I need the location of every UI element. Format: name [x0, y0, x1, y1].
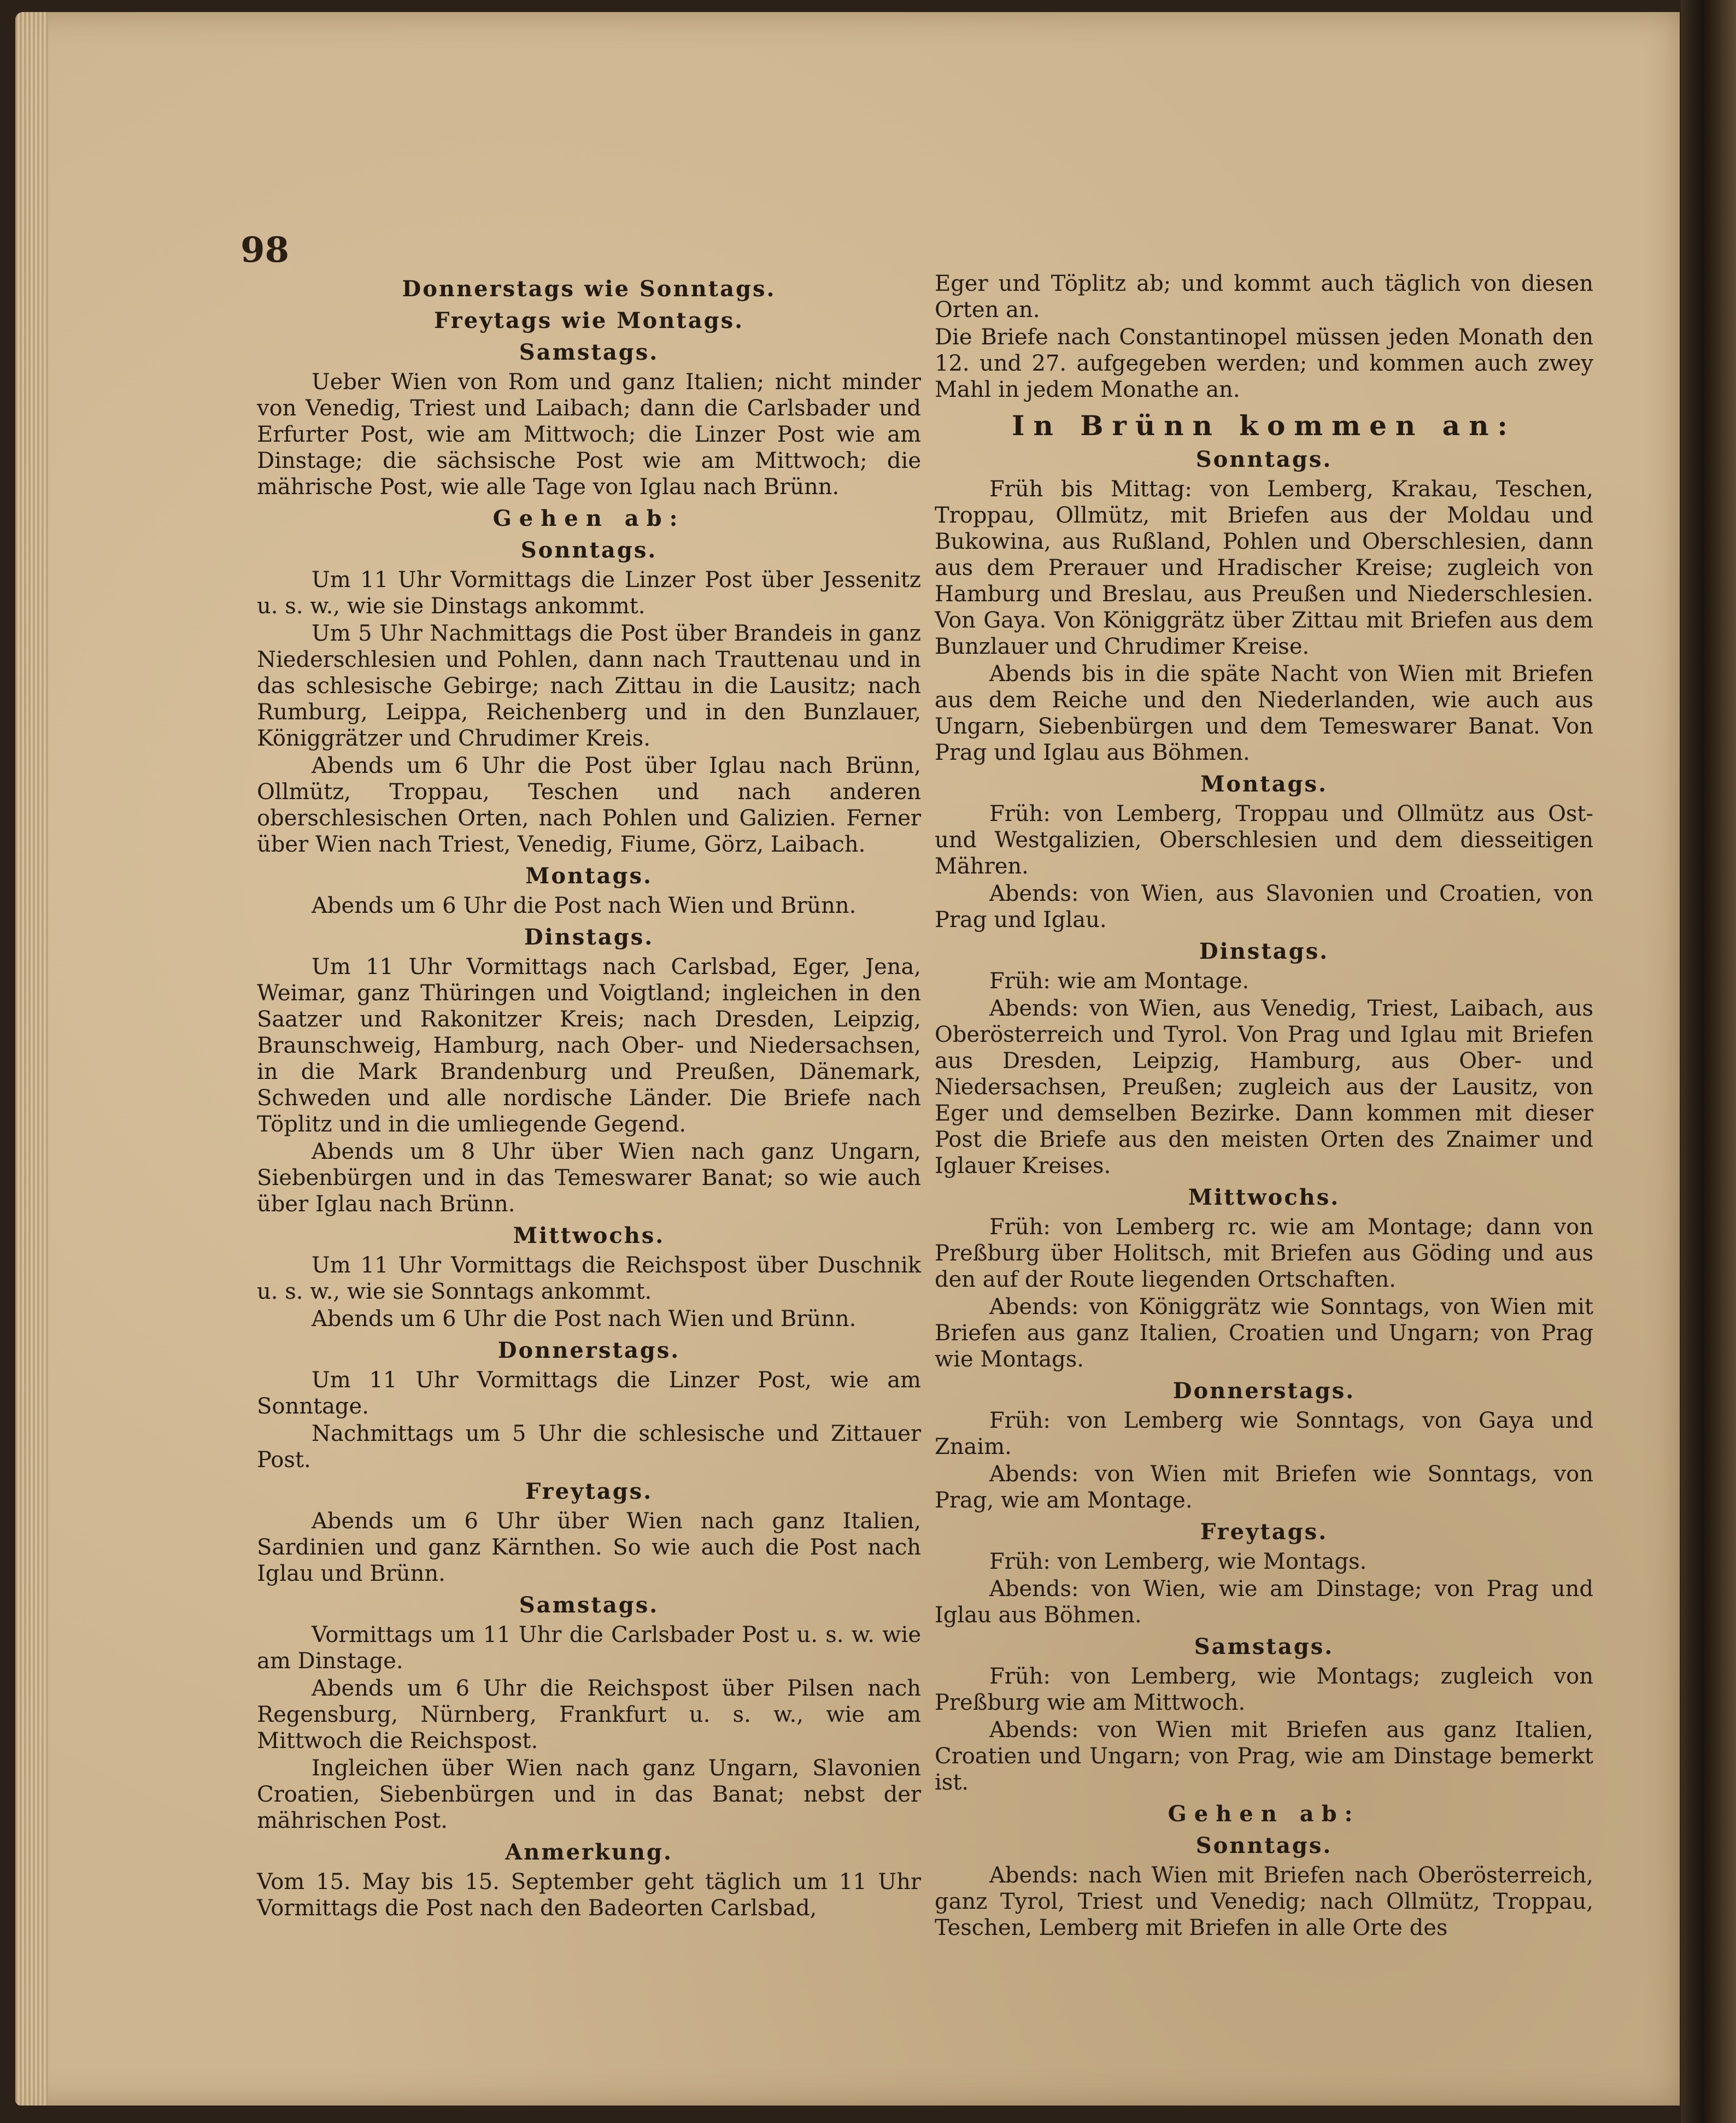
- section-heading: Anmerkung.: [505, 1839, 673, 1865]
- section-heading: Dinstags.: [1199, 939, 1329, 964]
- right-column: [935, 271, 1593, 1942]
- paragraph: Abends: von Wien mit Briefen aus ganz Italien, Croatien und Ungarn; von Prag, wie am Dinstage bemerkt ist.: [935, 1717, 1593, 1795]
- section-heading: Samstags.: [519, 1592, 659, 1618]
- paragraph: Abends um 6 Uhr die Post nach Wien und Brünn.: [312, 893, 857, 918]
- paragraph: Abends um 6 Uhr die Post über Iglau nach Brünn, Ollmütz, Troppau, Teschen und nach anderen oberschlesischen Orten, nach Pohlen und Galizien. Ferner über Wien nach Triest, Venedig, Fiume, Görz, Laibach.: [257, 753, 921, 857]
- paragraph: Abends: von Wien mit Briefen wie Sonntags, von Prag, wie am Montage.: [935, 1462, 1593, 1513]
- paragraph: Eger und Töplitz ab; und kommt auch täglich von diesen Orten an.: [935, 271, 1593, 322]
- page-number: 98: [241, 230, 290, 271]
- section-heading: Samstags.: [1194, 1634, 1334, 1659]
- section-heading: Donnerstags wie Sonntags.: [402, 276, 776, 302]
- paragraph: Abends um 6 Uhr über Wien nach ganz Italien, Sardinien und ganz Kärnthen. So wie auch die Post nach Iglau und Brünn.: [257, 1509, 921, 1586]
- section-heading: Mittwochs.: [513, 1223, 665, 1248]
- paragraph: Ingleichen über Wien nach ganz Ungarn, Slavonien Croatien, Siebenbürgen und in das Banat; nebst der mährischen Post.: [257, 1756, 921, 1833]
- section-heading: Samstags.: [519, 339, 659, 365]
- book-gutter: [1681, 0, 1736, 2123]
- section-heading: Donnerstags.: [1172, 1378, 1356, 1404]
- section-heading: Sonntags.: [1195, 1833, 1333, 1858]
- paragraph: Abends: nach Wien mit Briefen nach Oberösterreich, ganz Tyrol, Triest und Venedig; nach Ollmütz, Troppau, Teschen, Lemberg mit Briefen in alle Orte des: [935, 1863, 1593, 1940]
- paragraph: Um 11 Uhr Vormittags nach Carlsbad, Eger, Jena, Weimar, ganz Thüringen und Voigtland; ingleichen in den Saatzer und Rakonitzer Kreis; nach Dresden, Leipzig, Braunschweig, Hamburg, nach Ober- und Niedersachsen, in die Mark Brandenburg und Preußen, Dänemark, Schweden und alle nordische Länder. Die Briefe nach Töplitz und in die umliegende Gegend.: [257, 954, 921, 1137]
- paragraph: Früh: wie am Montage.: [989, 969, 1250, 994]
- section-heading: Freytags.: [525, 1479, 653, 1504]
- paragraph: Die Briefe nach Constantinopel müssen jeden Monath den 12. und 27. aufgegeben werden; und kommen auch zwey Mahl in jedem Monathe an.: [935, 325, 1593, 402]
- paragraph: Früh: von Lemberg, wie Montags.: [989, 1549, 1367, 1574]
- section-heading: Freytags wie Montags.: [433, 308, 744, 333]
- paragraph: Um 11 Uhr Vormittags die Reichspost über Duschnik u. s. w., wie sie Sonntags ankommt.: [257, 1253, 921, 1304]
- paragraph: Um 11 Uhr Vormittags die Linzer Post über Jessenitz u. s. w., wie sie Dinstags ankommt.: [257, 567, 921, 619]
- section-heading: Donnerstags.: [497, 1338, 681, 1363]
- left-column: [257, 271, 921, 1922]
- section-heading: Montags.: [1200, 771, 1328, 797]
- paragraph: Abends: von Königgrätz wie Sonntags, von Wien mit Briefen aus ganz Italien, Croatien und Ungarn; von Prag wie Montags.: [935, 1294, 1593, 1372]
- section-heading: Gehen ab:: [1168, 1801, 1360, 1827]
- paragraph: Nachmittags um 5 Uhr die schlesische und Zittauer Post.: [257, 1421, 921, 1473]
- section-heading: Sonntags.: [520, 537, 658, 563]
- section-heading: Mittwochs.: [1188, 1184, 1340, 1210]
- main-heading: In Brünn kommen an:: [1012, 409, 1516, 442]
- section-heading: Sonntags.: [1195, 447, 1333, 472]
- paragraph: Abends: von Wien, aus Venedig, Triest, Laibach, aus Oberösterreich und Tyrol. Von Prag und Iglau mit Briefen aus Dresden, Leipzig, Hamburg, aus Ober- und Niedersachsen, Preußen; zugleich aus der Lausitz, von Eger und demselben Bezirke. Dann kommen mit dieser Post die Briefe aus den meisten Orten des Znaimer und Iglauer Kreises.: [935, 996, 1593, 1178]
- paragraph: Früh: von Lemberg wie Sonntags, von Gaya und Znaim.: [935, 1408, 1593, 1459]
- page-edges: [15, 12, 48, 2106]
- section-heading: Dinstags.: [524, 924, 654, 950]
- section-heading: Freytags.: [1200, 1519, 1328, 1545]
- paragraph: Vormittags um 11 Uhr die Carlsbader Post u. s. w. wie am Dinstage.: [257, 1622, 921, 1674]
- paragraph: Früh: von Lemberg, wie Montags; zugleich von Preßburg wie am Mittwoch.: [935, 1664, 1593, 1715]
- paragraph: Früh: von Lemberg, Troppau und Ollmütz aus Ost- und Westgalizien, Oberschlesien und dem diesseitigen Mähren.: [935, 801, 1593, 879]
- paragraph: Um 11 Uhr Vormittags die Linzer Post, wie am Sonntage.: [257, 1368, 921, 1419]
- paragraph: Abends um 6 Uhr die Reichspost über Pilsen nach Regensburg, Nürnberg, Frankfurt u. s. w., wie am Mittwoch die Reichspost.: [257, 1676, 921, 1753]
- paragraph: Abends um 6 Uhr die Post nach Wien und Brünn.: [312, 1306, 857, 1332]
- section-heading: Gehen ab:: [492, 506, 685, 531]
- paragraph: Abends um 8 Uhr über Wien nach ganz Ungarn, Siebenbürgen und in das Temeswarer Banat; so wie auch über Iglau nach Brünn.: [257, 1139, 921, 1217]
- paragraph: Früh bis Mittag: von Lemberg, Krakau, Teschen, Troppau, Ollmütz, mit Briefen aus der Moldau und Bukowina, aus Rußland, Pohlen und Oberschlesien, dann aus dem Prerauer und Hradischer Kreise; zugleich von Hamburg und Breslau, aus Preußen und Niederschlesien. Von Gaya. Von Königgrätz über Zittau mit Briefen aus dem Bunzlauer und Chrudimer Kreise.: [935, 477, 1593, 659]
- paragraph: Ueber Wien von Rom und ganz Italien; nicht minder von Venedig, Triest und Laibach; dann die Carlsbader und Erfurter Post, wie am Mittwoch; die Linzer Post wie am Dinstage; die sächsische Post wie am Mittwoch; die mährische Post, wie alle Tage von Iglau nach Brünn.: [257, 370, 921, 500]
- paragraph: Um 5 Uhr Nachmittags die Post über Brandeis in ganz Niederschlesien und Pohlen, dann nach Trauttenau und in das schlesische Gebirge; nach Zittau in die Lausitz; nach Rumburg, Leippa, Reichenberg und in den Bunzlauer, Königgrätzer und Chrudimer Kreis.: [257, 621, 921, 751]
- paragraph: Abends: von Wien, aus Slavonien und Croatien, von Prag und Iglau.: [935, 881, 1593, 933]
- paragraph: Abends: von Wien, wie am Dinstage; von Prag und Iglau aus Böhmen.: [935, 1576, 1593, 1628]
- paragraph: Vom 15. May bis 15. September geht täglich um 11 Uhr Vormittags die Post nach den Badeorten Carlsbad,: [257, 1869, 921, 1921]
- section-heading: Montags.: [525, 863, 653, 889]
- paragraph: Früh: von Lemberg rc. wie am Montage; dann von Preßburg über Holitsch, mit Briefen aus Göding und aus den auf der Route liegenden Ortschaften.: [935, 1215, 1593, 1292]
- paragraph: Abends bis in die späte Nacht von Wien mit Briefen aus dem Reiche und den Niederlanden, wie auch aus Ungarn, Siebenbürgen und dem Temeswarer Banat. Von Prag und Iglau aus Böhmen.: [935, 661, 1593, 765]
